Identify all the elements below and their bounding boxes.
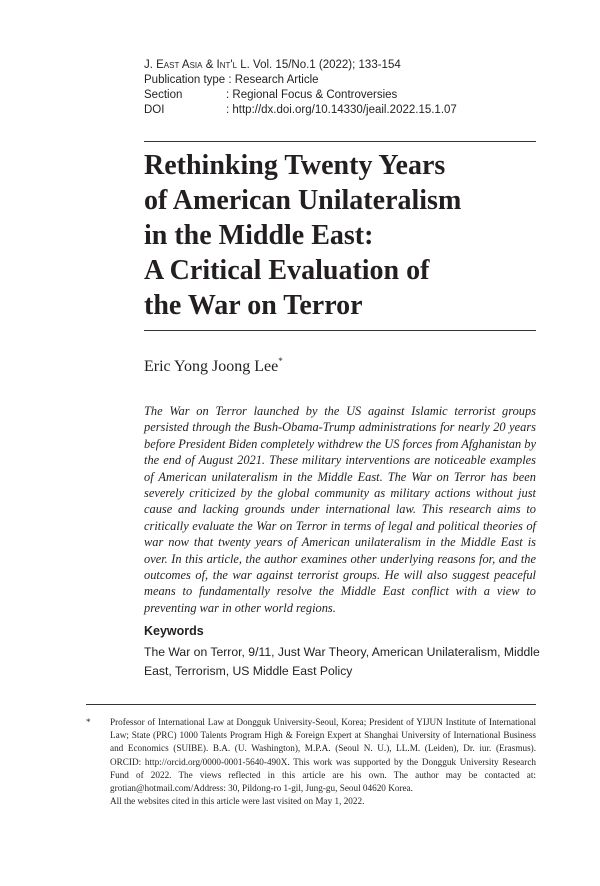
article-metadata <box>144 58 457 118</box>
title-line: the War on Terror <box>144 290 363 321</box>
section-value: : Regional Focus & Controversies <box>226 89 398 101</box>
doi-value: : http://dx.doi.org/10.14330/jeail.2022.15.1.07 <box>226 104 457 116</box>
article-title <box>144 148 544 323</box>
title-line: of American Unilateralism <box>144 185 462 216</box>
section-label: Section <box>144 89 183 101</box>
journal-citation: J. East Asia & Int'l L. Vol. 15/No.1 (2022); 133-154 <box>144 59 401 71</box>
author-byline <box>144 356 283 376</box>
doi-row <box>144 103 457 118</box>
title-bottom-rule <box>144 330 536 331</box>
title-line: in the Middle East: <box>144 220 374 251</box>
footnote-rule <box>86 704 536 705</box>
title-top-rule <box>144 141 536 142</box>
section-row <box>144 88 457 103</box>
title-line: A Critical Evaluation of <box>144 255 430 286</box>
publication-type-row <box>144 73 457 88</box>
footnote-text: Professor of International Law at Dongguk University-Seoul, Korea; President of YIJUN Institute of International Law; State (PRC) 1000 Talents Program High & Foreign Expert at Shanghai University of International Business and Economics (SUIBE). B.A. (U. Washington), M.P.A. (Seoul N. U.), LL.M. (Leiden), Dr. iur. (Erasmus). ORCID: http://orcid.org/0000-0001-5640-490X. This work was supported by the Dongguk University Research Fund of 2022. The views reflected in this article are his own. The author may be contacted at: grotian@hotmail.com/Address: 30, Pildong-ro 1-gil, Jung-gu, Seoul 04620 Korea. <box>110 717 536 794</box>
footnote-mark: * <box>86 717 91 727</box>
author-footnote-mark: * <box>278 356 283 366</box>
author-name: Eric Yong Joong Lee <box>144 358 279 375</box>
publication-type-value: : Research Article <box>228 74 319 86</box>
journal-citation-row <box>144 58 457 73</box>
title-line: Rethinking Twenty Years <box>144 150 446 181</box>
abstract: The War on Terror launched by the US against Islamic terrorist groups persisted through the Bush-Obama-Trump administrations for nearly 20 years before President Biden completely withdrew the US forces from Afghanistan by the end of August 2021. These military interventions are noticeable examples of American unilateralism in the Middle East. The War on Terror has been severely criticized by the global community as military actions without just cause and lacking grounds under international law. This research aims to critically evaluate the War on Terror in terms of legal and political theories of war now that twenty years of American unilateralism in the Middle East is over. In this article, the author examines other underlying reasons for, and the outcomes of, the war against terrorist groups. He will also suggest peaceful means to fundamentally resolve the Middle East conflict with a view to preventing war in other world regions. <box>144 404 536 615</box>
keywords-list: The War on Terror, 9/11, Just War Theory, American Unilateralism, Middle East, Terrorism, US Middle East Policy <box>144 645 540 678</box>
publication-type-label: Publication type <box>144 74 226 86</box>
doi-label: DOI <box>144 104 165 116</box>
author-footnote <box>86 716 536 808</box>
footnote-websites-note: All the websites cited in this article were last visited on May 1, 2022. <box>110 796 365 807</box>
keywords-heading: Keywords <box>144 624 204 638</box>
